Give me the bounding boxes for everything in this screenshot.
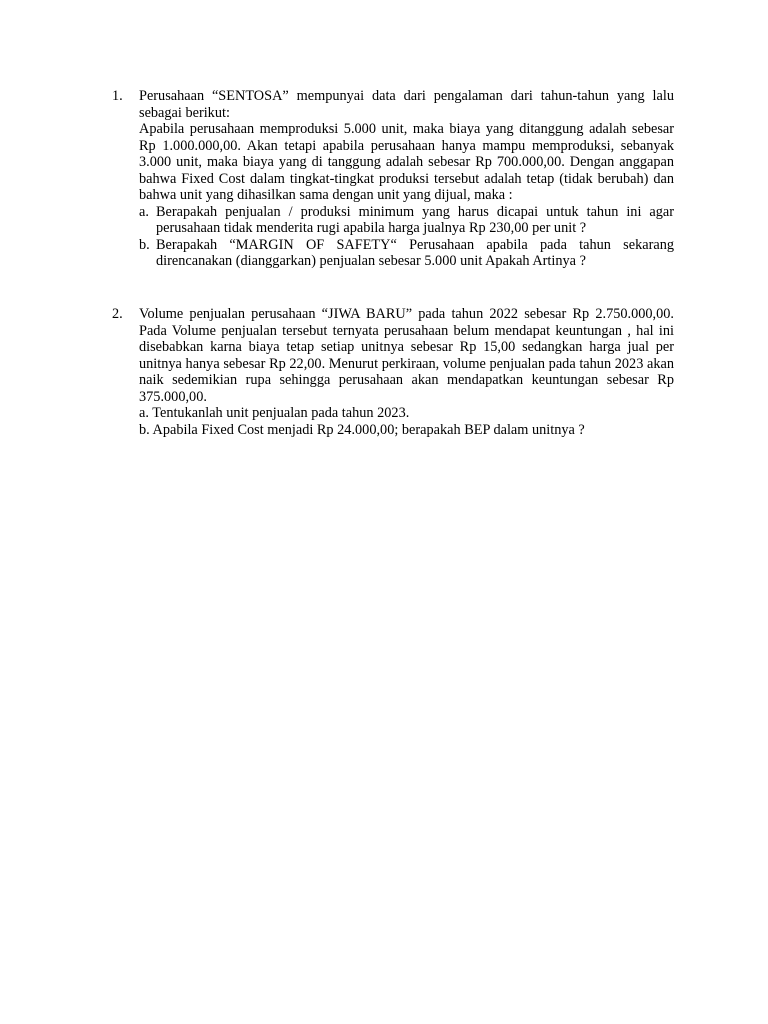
problem-text: Volume penjualan perusahaan “JIWA BARU” pada tahun 2022 sebesar Rp 2.750.000,00. Pada Volume penjualan tersebut ternyata perusahaan belum mendapat keuntungan , hal ini disebabkan karna biaya tetap setiap unitnya sebesar Rp 15,00 sedangkan harga jual per unitnya hanya sebesar Rp 22,00. Menurut perkiraan, volume penjualan pada tahun 2023 akan naik sedemikian rupa sehingga perusahaan akan mendapatkan keuntungan sebesar Rp 375.000,00.	[139, 306, 674, 405]
question-a	[139, 204, 674, 237]
problem-text: Apabila perusahaan memproduksi 5.000 unit, maka biaya yang ditanggung adalah sebesar Rp 1.000.000,00. Akan tetapi apabila perusahaan hanya mampu memproduksi, sebanyak 3.000 unit, maka biaya yang di tanggung adalah sebesar Rp 700.000,00. Dengan anggapan bahwa Fixed Cost dalam tingkat-tingkat produksi tersebut adalah tetap (tidak berubah) dan bahwa unit yang dihasilkan sama dengan unit yang dijual, maka :	[139, 121, 674, 203]
problem-intro: Perusahaan “SENTOSA” mempunyai data dari pengalaman dari tahun-tahun yang lalu sebagai berikut:	[139, 88, 674, 121]
question-b	[139, 237, 674, 270]
problem-2	[112, 306, 674, 438]
problem-number: 2.	[112, 306, 123, 322]
question-letter: a.	[139, 203, 149, 220]
question-text: Berapakah penjualan / produksi minimum yang harus dicapai untuk tahun ini agar perusahaan tidak menderita rugi apabila harga jualnya Rp 230,00 per unit ?	[156, 203, 674, 236]
problem-1	[112, 88, 674, 270]
question-a: a. Tentukanlah unit penjualan pada tahun 2023.	[139, 405, 410, 421]
question-text: Berapakah “MARGIN OF SAFETY“ Perusahaan apabila pada tahun sekarang direncanakan (dianggarkan) penjualan sebesar 5.000 unit Apakah Artinya ?	[156, 236, 674, 269]
problem-body	[139, 88, 674, 270]
question-b: b. Apabila Fixed Cost menjadi Rp 24.000,00; berapakah BEP dalam unitnya ?	[139, 421, 585, 438]
problem-number: 1.	[112, 88, 123, 104]
problem-body	[139, 306, 674, 438]
question-letter: b.	[139, 236, 150, 253]
